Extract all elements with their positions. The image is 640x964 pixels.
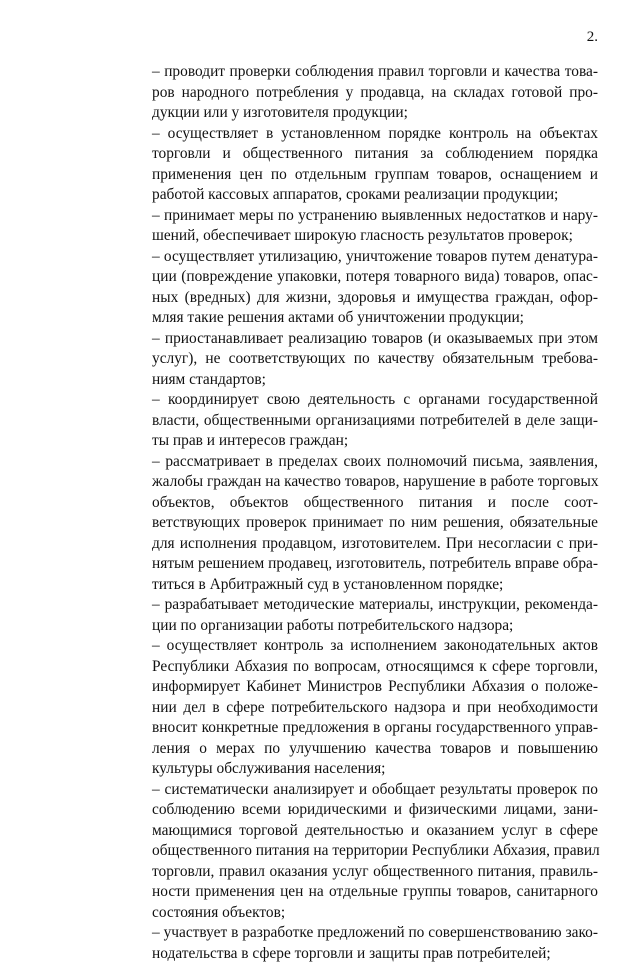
text-line: жалобы граждан на качество товаров, нарушение в работе торговых [152,472,598,493]
text-line: работой кассовых аппаратов, сроками реализации продукции; [152,185,598,206]
text-line: ции (повреждение упаковки, потеря товарного вида) товаров, опас- [152,267,598,288]
text-line: нодательства в сфере торговли и защиты прав потребителей; [152,944,598,964]
text-line: состояния объектов; [152,903,598,924]
text-line: информирует Кабинет Министров Республики Абхазия о положе- [152,677,598,698]
text-line: ции по организации работы потребительского надзора; [152,616,598,637]
text-line: общественного питания на территории Республики Абхазия, правил [152,841,598,862]
text-line: ления о мерах по улучшению качества товаров и повышению [152,739,598,760]
text-line: ных (вредных) для жизни, здоровья и имущества граждан, офор- [152,288,598,309]
text-line: – участвует в разработке предложений по совершенствованию зако- [152,923,598,944]
text-line: торговли и общественного питания за соблюдением порядка [152,144,598,165]
text-line: – осуществляет контроль за исполнением законодательных актов [152,636,598,657]
text-line: шений, обеспечивает широкую гласность результатов проверок; [152,226,598,247]
text-line: Республики Абхазия по вопросам, относящимся к сфере торговли, [152,657,598,678]
text-line: применения цен по отдельным группам товаров, оснащением и [152,165,598,186]
text-line: – принимает меры по устранению выявленных недостатков и нару- [152,206,598,227]
text-line: объектов, объектов общественного питания и после соот- [152,493,598,514]
text-line: услуг), не соответствующих по качеству обязательным требова- [152,349,598,370]
text-line: – осуществляет утилизацию, уничтожение товаров путем денатура- [152,247,598,268]
text-line: – рассматривает в пределах своих полномочий письма, заявления, [152,452,598,473]
text-line: мающимися торговой деятельностью и оказанием услуг в сфере [152,821,598,842]
page-number: 2. [587,28,598,46]
text-line: дукции или у изготовителя продукции; [152,103,598,124]
text-line: нии дел в сфере потребительского надзора и при необходимости [152,698,598,719]
text-line: ности применения цен на отдельные группы товаров, санитарного [152,882,598,903]
text-line: ров народного потребления у продавца, на складах готовой про- [152,83,598,104]
text-line: нятым решением продавец, изготовитель, потребитель вправе обра- [152,554,598,575]
text-line: соблюдению всеми юридическими и физическими лицами, зани- [152,800,598,821]
text-line: – разрабатывает методические материалы, инструкции, рекоменда- [152,595,598,616]
text-line: для исполнения продавцом, изготовителем. При несогласии с при- [152,534,598,555]
text-line: ниям стандартов; [152,370,598,391]
text-line: – осуществляет в установленном порядке контроль на объектах [152,124,598,145]
text-line: – проводит проверки соблюдения правил торговли и качества това- [152,62,598,83]
text-line: мляя такие решения актами об уничтожении продукции; [152,308,598,329]
text-line: торговли, правил оказания услуг общественного питания, правиль- [152,862,598,883]
text-line: титься в Арбитражный суд в установленном порядке; [152,575,598,596]
text-line: культуры обслуживания населения; [152,759,598,780]
text-line: – координирует свою деятельность с органами государственной [152,390,598,411]
text-line: ветствующих проверок принимает по ним решения, обязательные [152,513,598,534]
text-line: – приостанавливает реализацию товаров (и оказываемых при этом [152,329,598,350]
text-line: вносит конкретные предложения в органы государственного управ- [152,718,598,739]
text-line: власти, общественными организациями потребителей в деле защи- [152,411,598,432]
text-line: ты прав и интересов граждан; [152,431,598,452]
document-body [152,62,598,964]
text-line: – систематически анализирует и обобщает результаты проверок по [152,780,598,801]
